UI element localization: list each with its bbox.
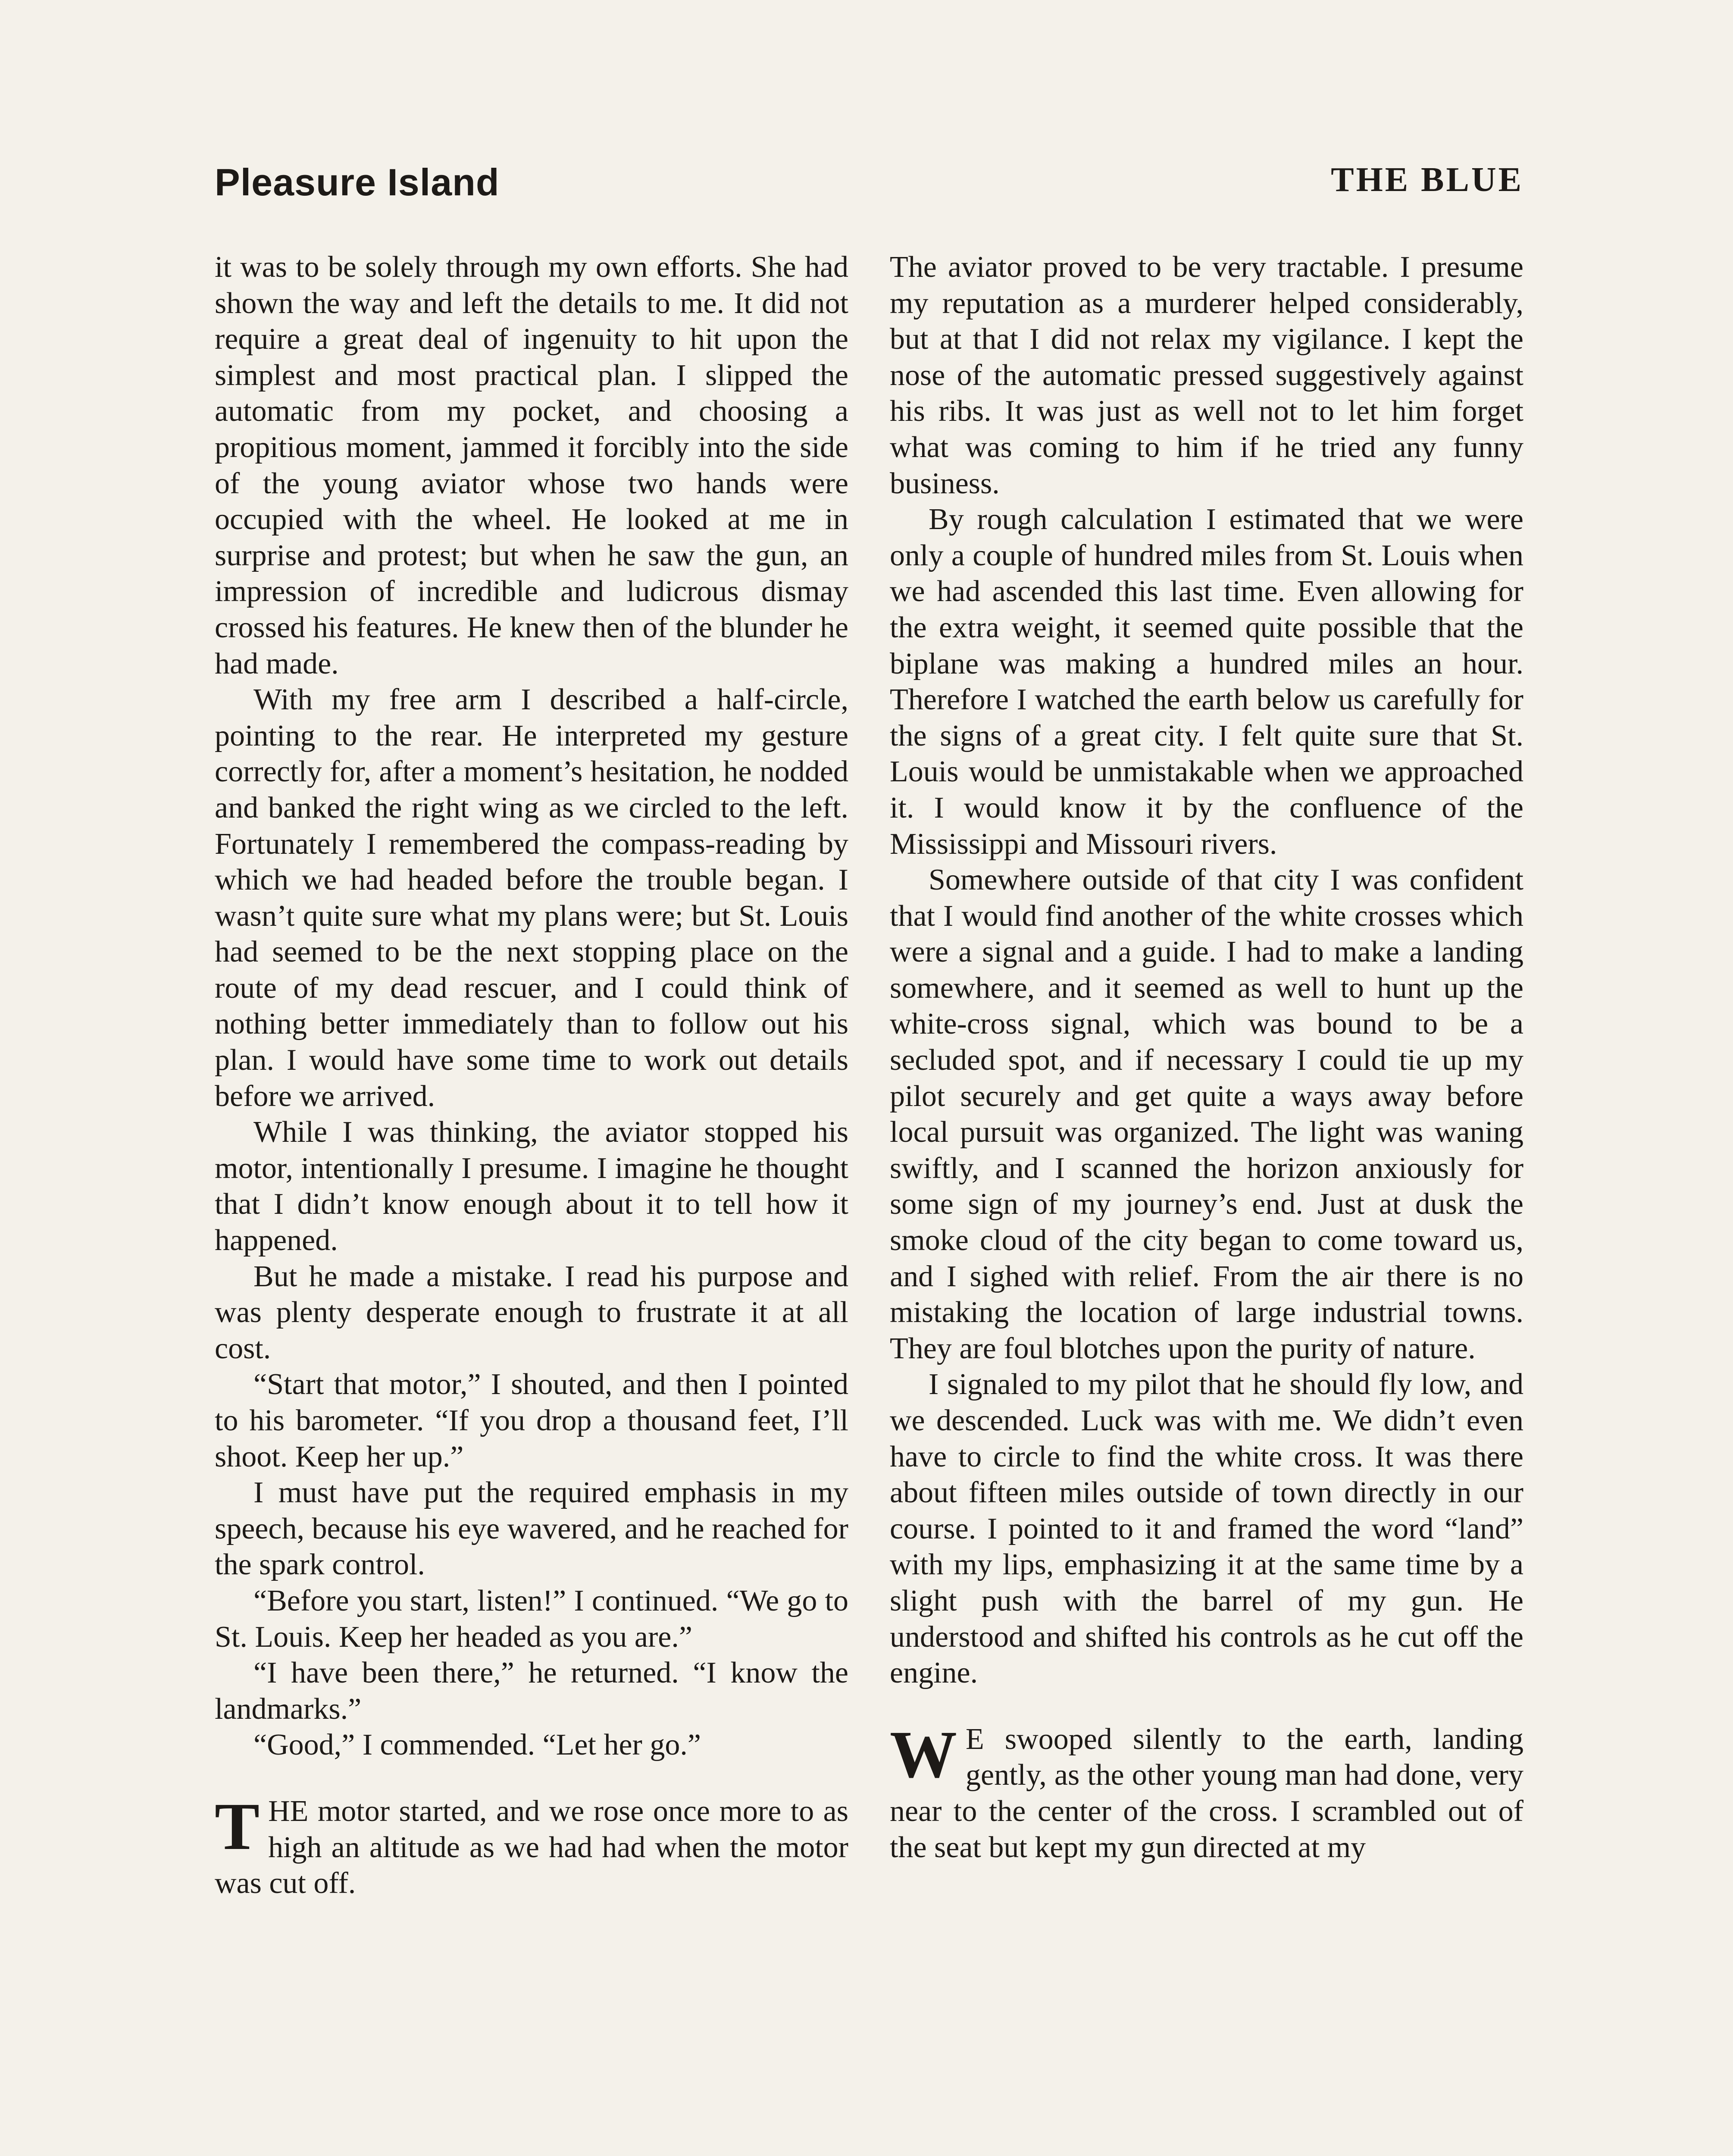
paragraph: With my free arm I described a half-circle, pointing to the rear. He interpreted my gesture correctly for, after a moment’s hesitation, he nodded and banked the right wing as we circled to the left. Fortunately I remembered the compass-reading by which we had headed before the trouble began. I wasn’t quite sure what my plans were; but St. Louis had seemed to be the next stopping place on the route of my dead rescuer, and I could think of nothing better immediately than to follow out his plan. I would have some time to work out details before we arrived. xyxy=(215,683,848,1113)
paragraph: “Start that motor,” I shouted, and then I pointed to his barometer. “If you drop a thousand feet, I’ll shoot. Keep her up.” xyxy=(215,1368,848,1473)
paragraph: Somewhere outside of that city I was confident that I would find another of the white crosses which were a signal and a guide. I had to make a landing somewhere, and it seemed as well to hunt up the white-cross signal, which was bound to be a secluded spot, and if necessary I could tie up my pilot securely and get quite a ways away before local pursuit was organized. The light was waning swiftly, and I scanned the horizon anxiously for some sign of my journey’s end. Just at dusk the smoke cloud of the city began to come toward us, and I sighed with relief. From the air there is no mistaking the location of large industrial towns. They are foul blotches upon the purity of nature. xyxy=(890,863,1523,1365)
drop-cap: W xyxy=(890,1717,957,1792)
left-column xyxy=(215,249,848,1902)
paragraph: “I have been there,” he returned. “I know the landmarks.” xyxy=(215,1656,848,1726)
paragraph: “Before you start, listen!” I continued. “We go to St. Louis. Keep her headed as you are.” xyxy=(215,1584,848,1654)
section-opening-paragraph xyxy=(215,1789,848,1902)
drop-cap: T xyxy=(215,1789,260,1864)
paragraph: I must have put the required emphasis in my speech, because his eye wavered, and he reached for the spark control. xyxy=(215,1476,848,1582)
magazine-title: THE BLUE xyxy=(1331,161,1523,199)
paragraph: But he made a mistake. I read his purpose and was plenty desperate enough to frustrate it at all cost. xyxy=(215,1260,848,1365)
paragraph: I signaled to my pilot that he should fly low, and we descended. Luck was with me. We didn’t even have to circle to find the white cross. It was there about fifteen miles outside of town directly in our course. I pointed to it and framed the word “land” with my lips, emphasizing it at the same time by a slight push with the barrel of my gun. He understood and shifted his controls as he cut off the engine. xyxy=(890,1368,1523,1690)
paragraph: By rough calculation I estimated that we were only a couple of hundred miles from St. Louis when we had ascended this last time. Even allowing for the extra weight, it seemed quite possible that the biplane was making a hundred miles an hour. Therefore I watched the earth below us carefully for the signs of a great city. I felt quite sure that St. Louis would be unmistakable when we approached it. I would know it by the confluence of the Mississippi and Missouri rivers. xyxy=(890,503,1523,861)
section-opening-paragraph xyxy=(890,1717,1523,1865)
running-header xyxy=(215,160,1523,212)
paragraph-text: E swooped silently to the earth, landing gently, as the other young man had done, very near to the center of the cross. I scrambled out of the seat but kept my gun directed at my xyxy=(890,1722,1523,1864)
paragraph: While I was thinking, the aviator stopped his motor, intentionally I presume. I imagine he thought that I didn’t know enough about it to tell how it happened. xyxy=(215,1116,848,1257)
paragraph: The aviator proved to be very tractable. I presume my reputation as a murderer helped considerably, but at that I did not relax my vigilance. I kept the nose of the automatic pressed suggestively against his ribs. It was just as well not to let him forget what was coming to him if he tried any funny business. xyxy=(890,251,1523,500)
paragraph: “Good,” I commended. “Let her go.” xyxy=(253,1728,701,1762)
story-title: Pleasure Island xyxy=(215,161,500,204)
paragraph: it was to be solely through my own efforts. She had shown the way and left the details to me. It did not require a great deal of ingenuity to hit upon the simplest and most practical plan. I slipped the automatic from my pocket, and choosing a propitious moment, jammed it forcibly into the side of the young aviator whose two hands were occupied with the wheel. He looked at me in surprise and protest; but when he saw the gun, an impression of incredible and ludicrous dismay crossed his features. He knew then of the blunder he had made. xyxy=(215,251,848,680)
paragraph-text: HE motor started, and we rose once more to as high an altitude as we had had when the motor was cut off. xyxy=(215,1794,848,1900)
right-column xyxy=(890,249,1523,1865)
